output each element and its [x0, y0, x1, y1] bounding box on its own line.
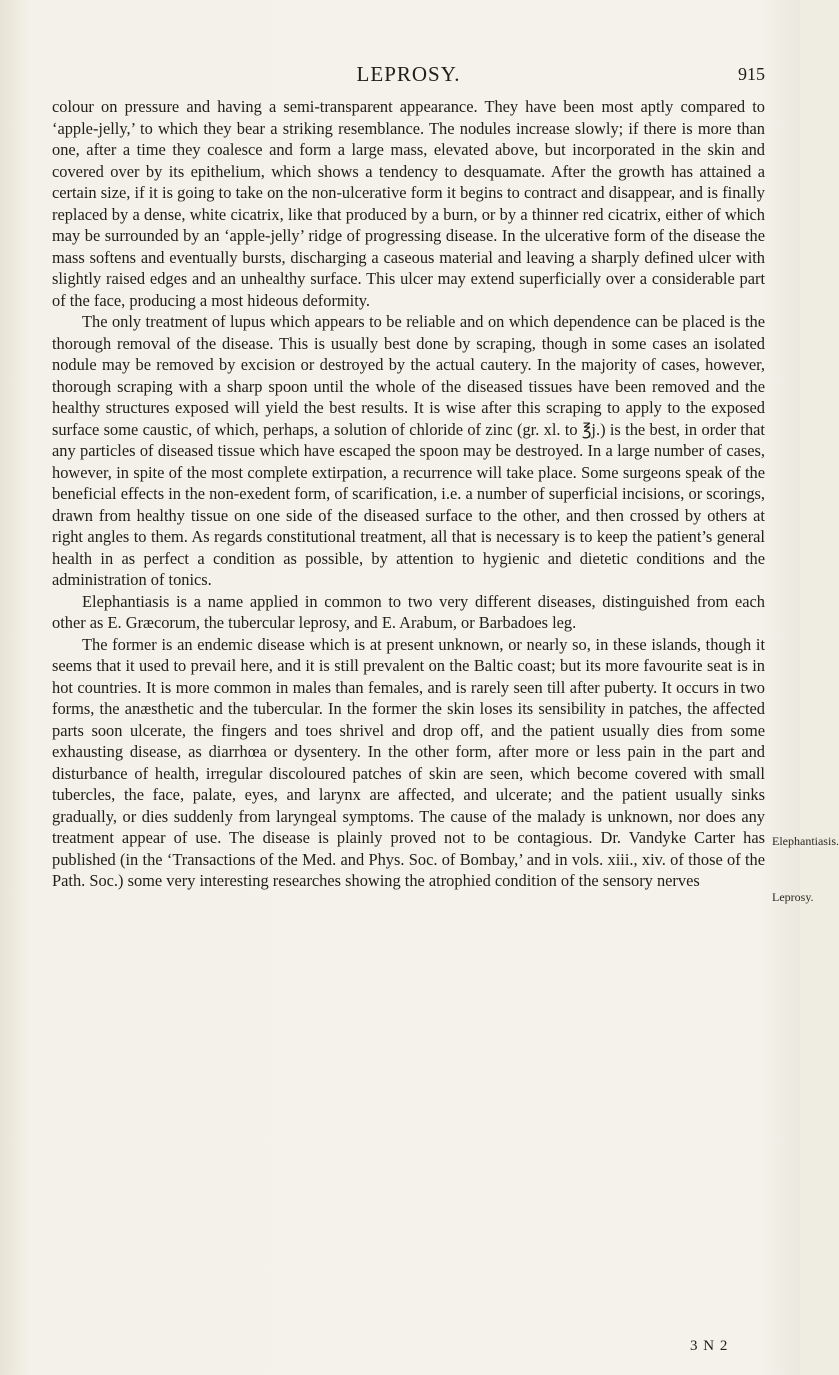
signature-mark: 3 N 2 — [690, 1338, 729, 1354]
page-number: 915 — [738, 64, 765, 84]
paragraph: The former is an endemic disease which is at present unknown, or nearly so, in these islands, though it seems that it used to prevail here, and it is still prevalent on the Baltic coast; but its more favourite seat is in hot countries. It is more common in males than females, and is rarely seen till after puberty. It occurs in two forms, the anæsthetic and the tubercular. In the former the skin loses its sensibility in patches, the affected parts soon ulcerate, the fingers and toes shrivel and drop off, and the patient usually dies from some exhausting disease, as diarrhœa or dysentery. In the other form, after more or less pain in the part and disturbance of health, irregular discoloured patches of skin are seen, which become covered with small tubercles, the face, palate, eyes, and larynx are affected, and ulcerate; and the patient usually sinks gradually, or dies suddenly from laryngeal symptoms. The cause of the malady is unknown, nor does any treatment appear of use. The disease is plainly proved not to be contagious. Dr. Vandyke Carter has published (in the ‘Transactions of the Med. and Phys. Soc. of Bombay,’ and in vols. xiii., xiv. of those of the Path. Soc.) some very interesting researches showing the atrophied condition of the sensory nerves — [52, 634, 765, 890]
page-header — [52, 62, 765, 92]
margin-note-elephantiasis: Elephantiasis. — [772, 834, 839, 848]
margin-note-leprosy: Leprosy. — [772, 890, 814, 904]
body-text — [52, 96, 765, 892]
paragraph: The only treatment of lupus which appears to be reliable and on which dependence can be placed is the thorough removal of the disease. This is usually best done by scraping, though in some cases an isolated nodule may be removed by excision or destroyed by the actual cautery. In the majority of cases, however, thorough scraping with a sharp spoon until the whole of the diseased tissues have been removed and the healthy structures exposed will yield the best results. It is wise after this scraping to apply to the exposed surface some caustic, of which, perhaps, a solution of chloride of zinc (gr. xl. to ℥j.) is the best, in order that any particles of diseased tissue which have escaped the spoon may be destroyed. In a large number of cases, however, in spite of the most complete extirpation, a recurrence will take place. Some surgeons speak of the beneficial effects in the non-exedent form, of scarification, i.e. a number of superficial incisions, or scorings, drawn from healthy tissue on one side of the diseased surface to the other, and then crossed by others at right angles to them. As regards constitutional treatment, all that is necessary is to keep the patient’s general health in as perfect a condition as possible, by attention to hygienic and dietetic conditions and the administration of tonics. — [52, 312, 765, 589]
paragraph: colour on pressure and having a semi-transparent appearance. They have been most aptly compared to ‘apple-jelly,’ to which they bear a striking resemblance. The nodules increase slowly; if there is more than one, after a time they coalesce and form a large mass, elevated above, but incorporated in the skin and covered over by its epithelium, which shows a tendency to desquamate. After the growth has attained a certain size, if it is going to take on the non-ulcerative form it begins to contract and disappear, and is finally replaced by a dense, white cicatrix, like that produced by a burn, or by a thinner red cicatrix, either of which may be surrounded by an ‘apple-jelly’ ridge of progressing disease. In the ulcerative form of the disease the mass softens and eventually bursts, discharging a caseous material and leaving a sharply defined ulcer with slightly raised edges and an unhealthy surface. This ulcer may extend superficially over a considerable part of the face, producing a most hideous deformity. — [52, 97, 765, 310]
paragraph: Elephantiasis is a name applied in common to two very different diseases, distinguished from each other as E. Græcorum, the tubercular leprosy, and E. Arabum, or Barbadoes leg. — [52, 591, 765, 632]
running-head: LEPROSY. — [356, 62, 461, 86]
